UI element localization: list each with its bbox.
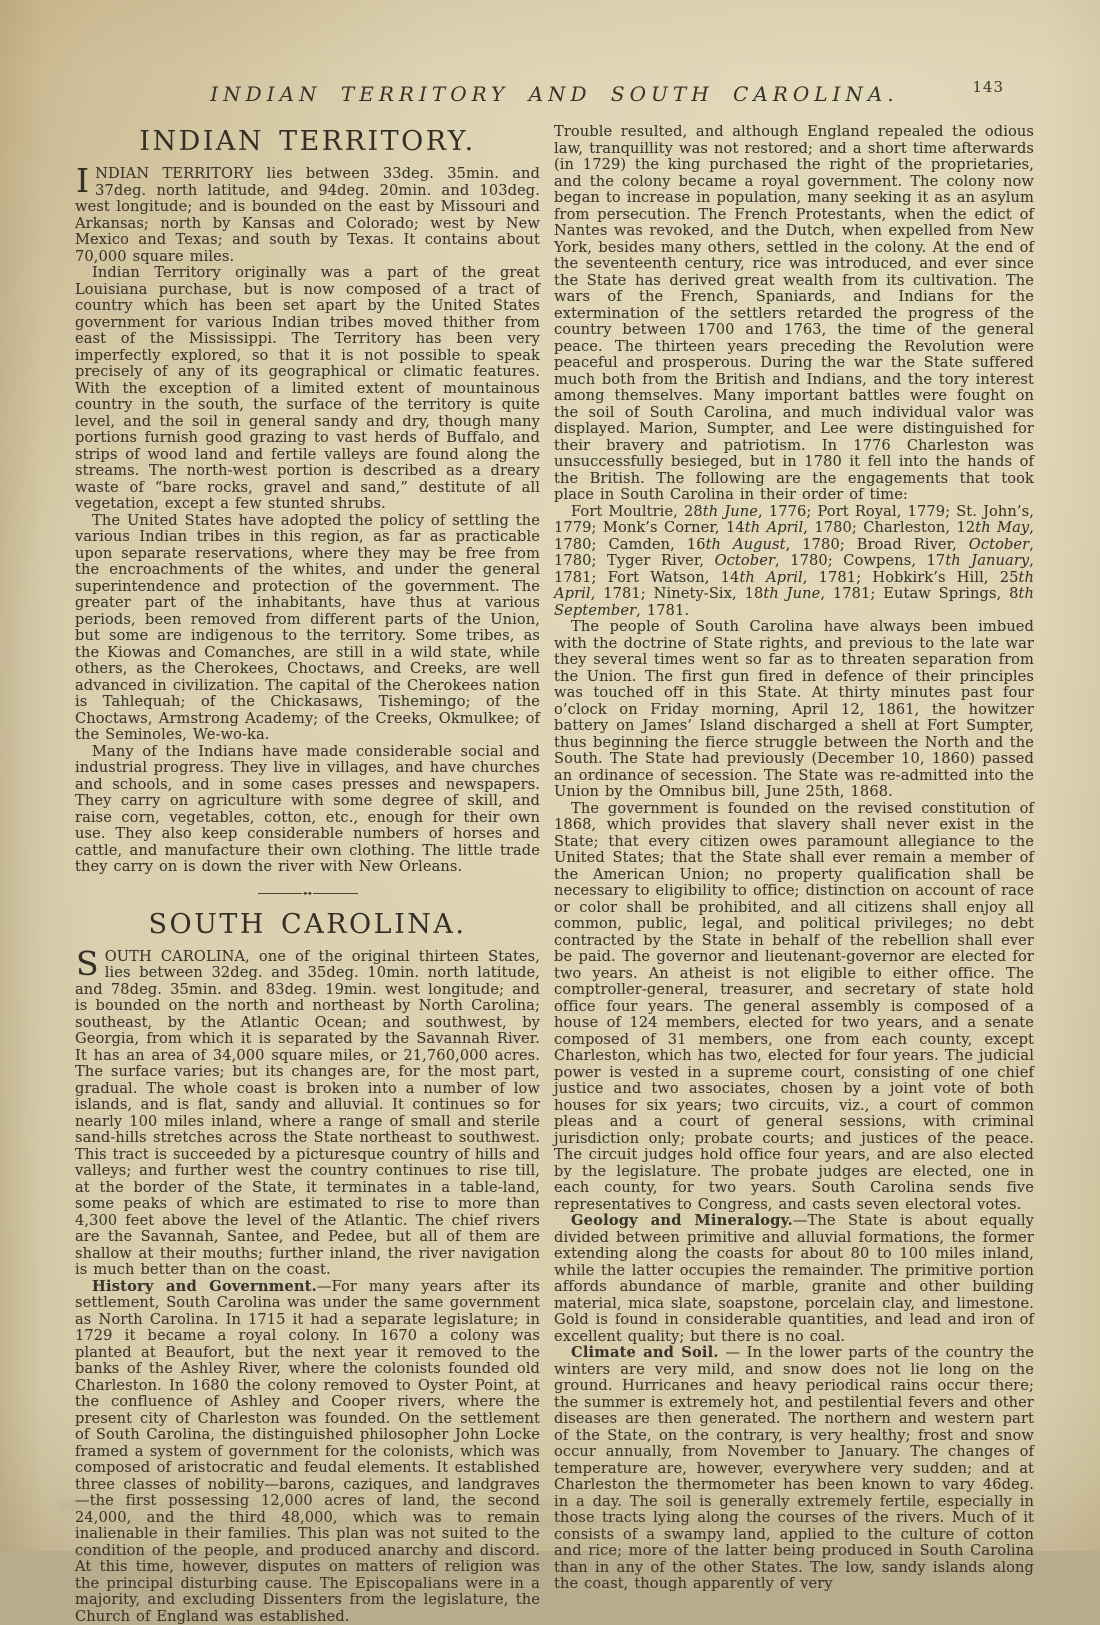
divider-line-right	[313, 893, 357, 894]
paragraph-lead-in: History and Government.	[92, 1278, 317, 1295]
paragraph-south-carolina-1: SOUTH CAROLINA, one of the original thirteen States, lies between 32deg. and 35deg. 10min. north latitude, and 78deg. 35min. and 83deg. 19min. west longitude; and is bounded on the north and northeast by North Carolina; southeast, by the Atlantic Ocean; and southwest, by Georgia, from which it is separated by the Savannah River. It has an area of 34,000 square miles, or 21,760,000 acres. The surface varies; but its changes are, for the most part, gradual. The whole coast is broken into a number of low islands, and is flat, sandy and alluvial. It continues so for nearly 100 miles inland, where a range of small and sterile sand-hills stretches across the State northeast to southwest. This tract is succeeded by a picturesque country of hills and valleys; and further west the country continues to rise till, at the border of the State, it terminates in a table-land, some peaks of which are estimated to rise to more than 4,300 feet above the level of the Atlantic. The chief rivers are the Savannah, Santee, and Pedee, but all of them are shallow at their mouths; further inland, the river navigation is much better than on the coast.	[75, 949, 540, 1279]
drop-cap: I	[75, 166, 95, 194]
paragraph-sc-continuation: Trouble resulted, and although England repealed the odious law, tranquillity was not restored; and a short time afterwards (in 1729) the king purchased the right of the proprietaries, and the colony became a royal government. The colony now began to increase in population, many seeking it as an asylum from persecution. The French Protestants, when the edict of Nantes was revoked, and the Dutch, when expelled from New York, besides many others, settled in the colony. At the end of the seventeenth century, rice was introduced, and ever since the State has derived great wealth from its cultivation. The wars of the French, Spaniards, and Indians for the extermination of the settlers retarded the progress of the country between 1700 and 1763, the time of the general peace. The thirteen years preceding the Revolution were peaceful and prosperous. During the war the State suffered much both from the British and Indians, and the tory interest among themselves. Many important battles were fought on the soil of South Carolina, and much individual valor was displayed. Marion, Sumpter, and Lee were distinguished for their bravery and patriotism. In 1776 Charleston was unsuccessfully besieged, but in 1780 it fell into the hands of the British. The following are the engagements that took place in South Carolina in their order of time:	[554, 124, 1034, 504]
paragraph-sc-geology: Geology and Mineralogy.—The State is about equally divided between primitive and alluvial formations, the former extending along the coasts for about 80 to 100 miles inland, while the latter occupies the remainder. The primitive portion affords abundance of marble, granite and other building material, mica slate, soapstone, porcelain clay, and limestone. Gold is found in considerable quantities, and lead and iron of excellent quality; but there is no coal.	[554, 1213, 1034, 1345]
paragraph-indian-territory-1: INDIAN TERRITORY lies between 33deg. 35min. and 37deg. north latitude, and 94deg. 20min. and 103deg. west longitude; and is bounded on the east by Missouri and Arkansas; north by Kansas and Colorado; west by New Mexico and Texas; and south by Texas. It contains about 70,000 square miles.	[75, 166, 540, 265]
section-title-south-carolina: SOUTH CAROLINA.	[75, 909, 540, 940]
paragraph-sc-government: The government is founded on the revised constitution of 1868, which provides that slavery shall never exist in the State; that every citizen owes paramount allegiance to the United States; that the State shall ever remain a member of the American Union; no property qualification shall be necessary to eligibility to office; distinction on account of race or color shall be prohibited, and all citizens shall enjoy all common, public, legal, and political privileges; no debt contracted by the State in behalf of the rebellion shall ever be paid. The governor and lieutenant-governor are elected for two years. An atheist is not eligible to either office. The comptroller-general, treasurer, and secretary of state hold office four years. The general assembly is composed of a house of 124 members, elected for two years, and a senate composed of 31 members, one from each county, except Charleston, which has two, elected for four years. The judicial power is vested in a supreme court, consisting of one chief justice and two associates, chosen by a joint vote of both houses for six years; two circuits, viz., a court of common pleas and a court of general sessions, with criminal jurisdiction only; probate courts; and justices of the peace. The circuit judges hold office four years, and are also elected by the legislature. The probate judges are elected, one in each county, for two years. South Carolina sends five representatives to Congress, and casts seven electoral votes.	[554, 801, 1034, 1214]
section-divider	[258, 891, 358, 897]
paragraph-sc-engagements: Fort Moultrie, 28th June, 1776; Port Royal, 1779; St. John’s, 1779; Monk’s Corner, 14th April, 1780; Charleston, 12th May, 1780; Camden, 16th August, 1780; Broad River, October, 1780; Tyger River, October, 1780; Cowpens, 17th January, 1781; Fort Watson, 14th April, 1781; Hobkirk’s Hill, 25th April, 1781; Ninety-Six, 18th June, 1781; Eutaw Springs, 8th September, 1781.	[554, 504, 1034, 620]
drop-cap: S	[75, 949, 105, 977]
section-title-indian-territory: INDIAN TERRITORY.	[75, 126, 540, 157]
paragraph-lead-in: Climate and Soil.	[571, 1344, 719, 1361]
page-number: 143	[972, 78, 1004, 96]
left-column	[75, 124, 540, 1625]
paragraph-lead-in: Geology and Mineralogy.	[571, 1212, 793, 1229]
paragraph-sc-state-rights: The people of South Carolina have always been imbued with the doctrine of State rights, and previous to the late war they several times went so far as to threaten separation from the Union. The first gun fired in defence of their principles was touched off in this State. At thirty minutes past four o’clock on Friday morning, April 12, 1861, the howitzer battery on James’ Island discharged a shell at Fort Sumpter, thus beginning the fierce struggle between the North and the South. The State had previously (December 10, 1860) passed an ordinance of secession. The State was re-admitted into the Union by the Omnibus bill, June 25th, 1868.	[554, 619, 1034, 801]
paragraph-indian-territory-3: The United States have adopted the policy of settling the various Indian tribes in this region, as far as practicable upon separate reservations, where they may be free from the encroachments of the whites, and under the general superintendence and protection of the government. The greater part of the inhabitants, have thus at various periods, been removed from different parts of the Union, but some are indigenous to the territory. Some tribes, as the Kiowas and Comanches, are still in a wild state, while others, as the Cherokees, Choctaws, and Creeks, are well advanced in civilization. The capital of the Cherokees nation is Tahlequah; of the Chickasaws, Tishemingo; of the Choctaws, Armstrong Academy; of the Creeks, Okmulkee; of the Seminoles, We-wo-ka.	[75, 513, 540, 744]
page-header	[75, 82, 1034, 116]
paragraph-indian-territory-4: Many of the Indians have made considerable social and industrial progress. They live in villages, and have churches and schools, and in some cases presses and newspapers. They carry on agriculture with some degree of skill, and raise corn, vegetables, cotton, etc., enough for their own use. They also keep considerable numbers of horses and cattle, and manufacture their own clothing. The little trade they carry on is down the river with New Orleans.	[75, 744, 540, 876]
text-columns	[75, 124, 1034, 1551]
divider-line-left	[258, 893, 302, 894]
paragraph-south-carolina-history: History and Government.—For many years after its settlement, South Carolina was under the same government as North Carolina. In 1715 it had a separate legislature; in 1729 it became a royal colony. In 1670 a colony was planted at Beaufort, but the next year it removed to the banks of the Ashley River, where the colonists founded old Charleston. In 1680 the colony removed to Oyster Point, at the confluence of Ashley and Cooper rivers, where the present city of Charleston was founded. On the settlement of South Carolina, the distinguished philosopher John Locke framed a system of government for the colonists, which was composed of aristocratic and feudal elements. It established three classes of nobility—barons, caziques, and landgraves—the first possessing 12,000 acres of land, the second 24,000, and the third 48,000, which was to remain inalienable in their families. This plan was not suited to the condition of the people, and produced anarchy and discord. At this time, however, disputes on matters of religion was the principal disturbing cause. The Episcopalians were in a majority, and excluding Dissenters from the legislature, the Church of England was established.	[75, 1279, 540, 1625]
running-header: INDIAN TERRITORY AND SOUTH CAROLINA.	[75, 82, 1034, 106]
right-column	[554, 124, 1034, 1593]
paragraph-indian-territory-2: Indian Territory originally was a part of the great Louisiana purchase, but is now composed of a tract of country which has been set apart by the United States government for various Indian tribes moved thither from east of the Mississippi. The Territory has been very imperfectly explored, so that it is not possible to speak precisely of any of its geographical or climatic features. With the exception of a limited extent of mountainous country in the south, the surface of the territory is quite level, and the soil in general sandy and dry, though many portions furnish good grazing to vast herds of Buffalo, and strips of wood land and fertile valleys are found along the streams. The north-west portion is described as a dreary waste of “bare rocks, gravel and sand,” destitute of all vegetation, except a few stunted shrubs.	[75, 265, 540, 513]
divider-ornament-icon: ◆◆	[303, 891, 312, 895]
paragraph-sc-climate: Climate and Soil. — In the lower parts of the country the winters are very mild, and snow does not lie long on the ground. Hurricanes and heavy periodical rains occur there; the summer is extremely hot, and pestilential fevers and other diseases are then generated. The northern and western part of the State, on the contrary, is very healthy; frost and snow occur annually, from November to January. The changes of temperature are, however, everywhere very sudden; and at Charleston the thermometer has been known to vary 46deg. in a day. The soil is generally extremely fertile, especially in those tracts lying along the courses of the rivers. Much of it consists of a swampy land, applied to the culture of cotton and rice; more of the latter being produced in South Carolina than in any of the other States. The low, sandy islands along the coast, though apparently of very	[554, 1345, 1034, 1593]
